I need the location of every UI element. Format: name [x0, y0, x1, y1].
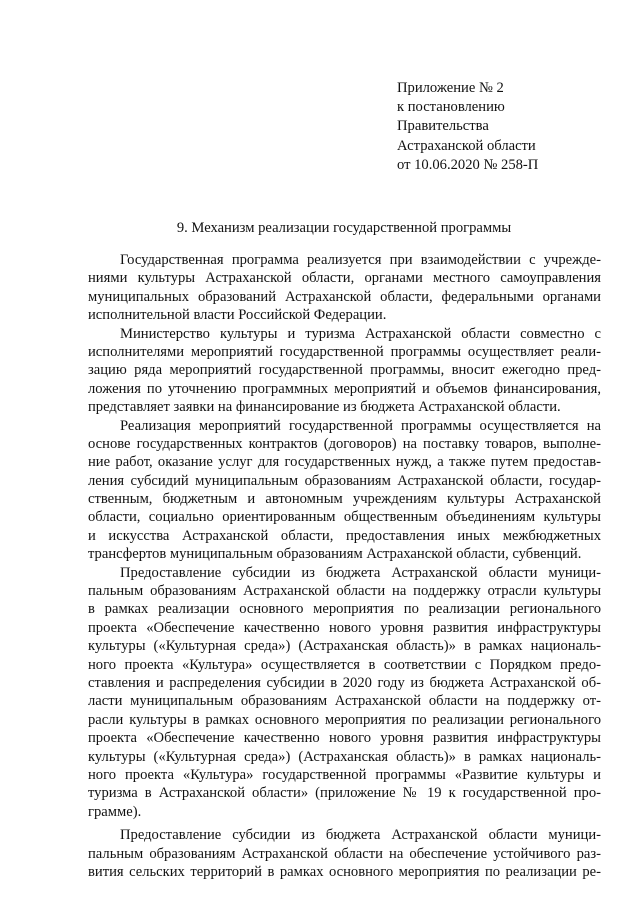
text-line: представляет заявки на финансирование из бюджета Астраханской области. — [88, 399, 561, 416]
appendix-header-line: Приложение № 2 — [397, 80, 504, 96]
paragraph — [88, 417, 601, 564]
text-line: грамме). — [88, 803, 142, 820]
text-line: муниципальных образований Астраханской области, федеральными органами — [88, 288, 601, 305]
text-line: ного проекта «Культура» государственной программы «Развитие культуры и — [88, 766, 601, 783]
text-line: Предоставление субсидии из бюджета Астраханской области муници- — [120, 827, 601, 844]
text-line: проекта «Обеспечение качественно нового уровня развития инфраструктуры — [88, 619, 601, 636]
text-line: Реализация мероприятий государственной программы осуществляется на — [120, 417, 601, 434]
text-line: ственным, бюджетным и автономным учреждениям культуры Астраханской — [88, 491, 601, 508]
text-line: основе государственных контрактов (договоров) на поставку товаров, выполне- — [88, 435, 601, 452]
text-line: туризма в Астраханской области» (приложение № 19 к государственной про- — [88, 785, 601, 802]
text-line: ставления и распределения субсидии в 2020 году из бюджета Астраханской об- — [88, 674, 601, 691]
section-title: 9. Механизм реализации государственной программы — [176, 220, 512, 236]
text-line: пальным образованиям Астраханской области на поддержку отрасли культуры — [88, 583, 601, 600]
text-line: Предоставление субсидии из бюджета Астраханской области муници- — [120, 564, 601, 581]
document-body — [88, 251, 601, 881]
text-line: области, социально ориентированным общественным объединениям культуры — [88, 509, 601, 526]
text-line: ниями культуры Астраханской области, органами местного самоуправления — [88, 270, 601, 287]
text-line: проекта «Обеспечение качественно нового уровня развития инфраструктуры — [88, 730, 601, 747]
text-line: ления субсидий муниципальным образованиям Астраханской области, государ- — [88, 472, 601, 489]
paragraph — [88, 564, 601, 821]
appendix-header-line: Правительства — [397, 118, 489, 135]
text-line: и искусства Астраханской области, предоставления иных межбюджетных — [88, 527, 601, 544]
text-line: пальным образованиям Астраханской области на обеспечение устойчивого раз- — [88, 845, 601, 862]
appendix-header-line: Астраханской области — [397, 137, 536, 154]
text-line: расли культуры в рамках основного мероприятия по реализации регионального — [88, 711, 601, 728]
appendix-header-line: от 10.06.2020 № 258-П — [397, 156, 539, 173]
text-line: ложения по уточнению программных мероприятий и объемов финансирования, — [88, 380, 601, 397]
appendix-header-line: к постановлению — [397, 99, 505, 116]
text-line: Государственная программа реализуется при взаимодействии с учрежде- — [120, 252, 601, 268]
text-line: ние работ, оказание услуг для государственных нужд, а также путем предостав- — [88, 454, 601, 471]
text-line: исполнителями мероприятий государственной программы осуществляет реали- — [88, 343, 601, 360]
text-line: в рамках реализации основного мероприятия по реализации регионального — [88, 601, 601, 618]
text-line: трансфертов муниципальным образованиям Астраханской области, субвенций. — [88, 546, 582, 563]
text-line: культуры («Культурная среда») (Астраханская область)» в рамках националь- — [88, 638, 601, 655]
appendix-header — [397, 79, 597, 175]
text-line: вития сельских территорий в рамках основного мероприятия по реализации ре- — [88, 863, 601, 880]
text-line: ласти муниципальным образованиям Астраханской области на поддержку от- — [88, 693, 601, 710]
paragraph — [88, 251, 601, 325]
text-line: ного проекта «Культура» осуществляется в соответствии с Порядком предо- — [88, 656, 601, 673]
text-line: Министерство культуры и туризма Астраханской области совместно с — [120, 325, 601, 342]
paragraph — [88, 325, 601, 417]
text-line: культуры («Культурная среда») (Астраханская область)» в рамках националь- — [88, 748, 601, 765]
paragraph — [88, 826, 601, 881]
text-line: зацию ряда мероприятий государственной программы, вносит ежегодно пред- — [88, 362, 601, 379]
text-line: исполнительной власти Российской Федерации. — [88, 307, 387, 324]
